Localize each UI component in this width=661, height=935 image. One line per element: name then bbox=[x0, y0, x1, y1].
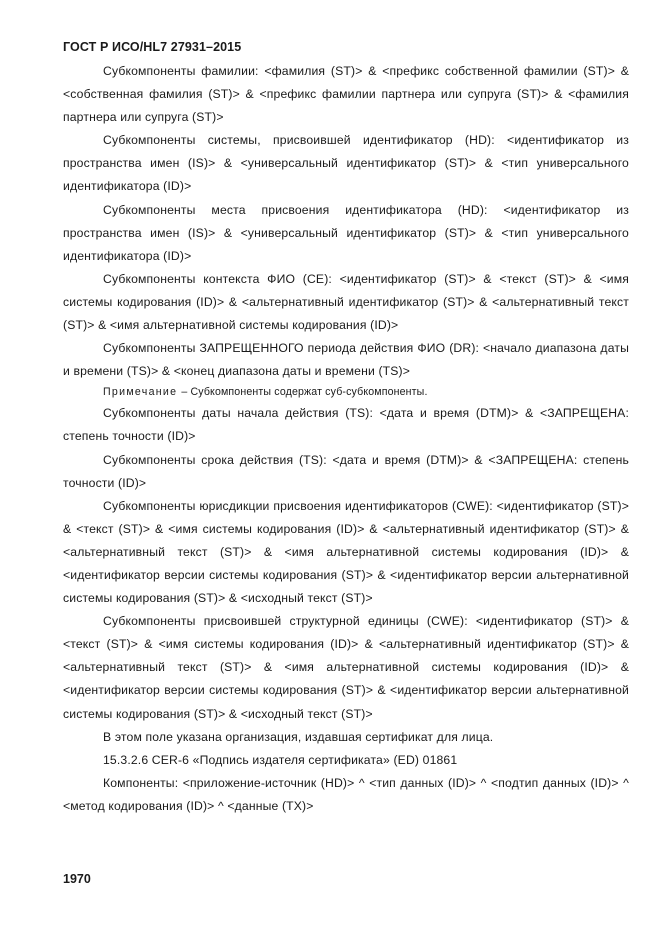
paragraph-components: Компоненты: <приложение-источник (HD)> ^ <тип данных (ID)> ^ <подтип данных (ID)> ^ <метод кодирования (ID)> ^ <данные (TX)> bbox=[63, 775, 629, 813]
paragraph-effective-date: Субкомпоненты даты начала действия (TS): <дата и время (DTM)> & <ЗАПРЕЩЕНА: степень точности (ID)> bbox=[63, 406, 629, 444]
page-number: 1970 bbox=[63, 872, 91, 886]
paragraph-assigning-system: Субкомпоненты системы, присвоившей идентификатор (HD): <идентификатор из пространства имен (IS)> & <универсальный идентификатор (ST)> & <тип универсального идентификатора (ID)> bbox=[63, 133, 629, 194]
paragraph-field-description: В этом поле указана организация, издавшая сертификат для лица. bbox=[103, 729, 494, 744]
paragraph-expiration-date: Субкомпоненты срока действия (TS): <дата и время (DTM)> & <ЗАПРЕЩЕНА: степень точности (ID)> bbox=[63, 452, 629, 490]
document-header: ГОСТ Р ИСО/HL7 27931–2015 bbox=[63, 40, 242, 54]
paragraph-assigning-jurisdiction: Субкомпоненты юрисдикции присвоения идентификаторов (CWE): <идентификатор (ST)> & <текст (ST)> & <имя системы кодирования (ID)> & <альтернативный идентификатор (ST)> & <альтернативный текст (ST)> & <имя альтернативной системы кодирования (ID)> & <идентификатор версии системы кодирования (ST)> & <идентификатор версии альтернативной системы кодирования (ST)> & <исходный текст (ST)> bbox=[63, 498, 629, 606]
document-body bbox=[63, 60, 629, 818]
note bbox=[63, 383, 629, 401]
note-text: – Субкомпоненты содержат суб-субкомпоненты. bbox=[181, 386, 428, 399]
paragraph-name-validity-range: Субкомпоненты ЗАПРЕЩЕННОГО периода действия ФИО (DR): <начало диапазона даты и времени (TS)> & <конец диапазона даты и времени (TS)> bbox=[63, 341, 629, 379]
note-label: Примечание bbox=[103, 386, 178, 399]
paragraph-family-subcomponents: Субкомпоненты фамилии: <фамилия (ST)> & <префикс собственной фамилии (ST)> & <собственная фамилия (ST)> & <префикс фамилии партнера или супруга (ST)> & <фамилия партнера или супруга (ST)> bbox=[63, 64, 629, 125]
section-heading: 15.3.2.6 CER-6 «Подпись издателя сертификата» (ED) 01861 bbox=[103, 752, 458, 767]
paragraph-assigning-agency: Субкомпоненты присвоившей структурной единицы (CWE): <идентификатор (ST)> & <текст (ST)> & <имя системы кодирования (ID)> & <альтернативный идентификатор (ST)> & <альтернативный текст (ST)> & <имя альтернативной системы кодирования (ID)> & <идентификатор версии системы кодирования (ST)> & <идентификатор версии альтернативной системы кодирования (ST)> & <исходный текст (ST)> bbox=[63, 614, 629, 721]
paragraph-assigning-place: Субкомпоненты места присвоения идентификатора (HD): <идентификатор из пространства имен (IS)> & <универсальный идентификатор (ST)> & <тип универсального идентификатора (ID)> bbox=[63, 202, 629, 263]
paragraph-name-context: Субкомпоненты контекста ФИО (CE): <идентификатор (ST)> & <текст (ST)> & <имя системы кодирования (ID)> & <альтернативный идентификатор (ST)> & <альтернативный текст (ST)> & <имя альтернативной системы кодирования (ID)> bbox=[63, 271, 629, 333]
